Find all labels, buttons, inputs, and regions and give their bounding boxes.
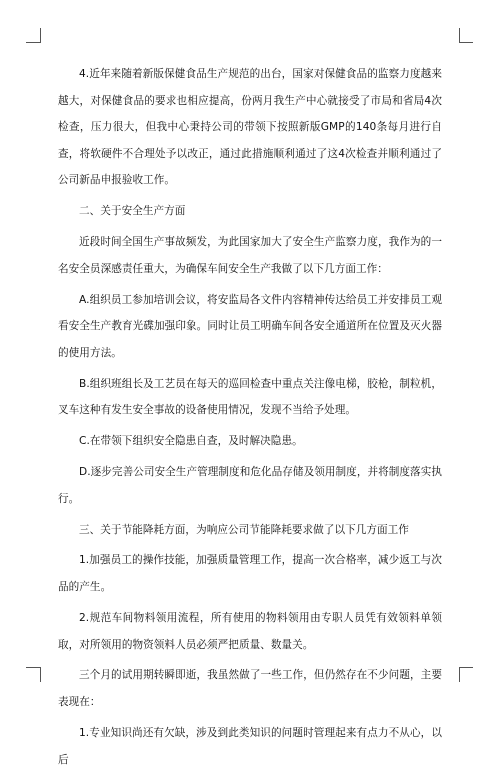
document-body bbox=[58, 61, 442, 777]
crop-mark-top-right bbox=[459, 28, 460, 43]
crop-mark-bottom-left bbox=[40, 667, 41, 682]
paragraph-energy-2: 2.规范车间物料领用流程，所有使用的物料领用由专职人员凭有效领料单领取，对所领用的物资领料人员必须严把质量、数量关。 bbox=[58, 611, 442, 651]
section-heading-safety: 二、关于安全生产方面 bbox=[79, 205, 186, 218]
paragraph-energy-1: 1.加强员工的操作技能，加强质量管理工作，提高一次合格率，减少返工与次品的产生。 bbox=[58, 554, 442, 594]
crop-mark-top-left bbox=[26, 42, 40, 43]
section-heading-energy: 三、关于节能降耗方面，为响应公司节能降耗要求做了以下几方面工作 bbox=[79, 523, 409, 536]
crop-mark-top-right bbox=[459, 42, 473, 43]
paragraph-item-b: B.组织班组长及工艺员在每天的巡回检查中重点关注像电梯，胶枪，制粒机，叉车这种有发生安全事故的设备使用情况，发现不当给予处理。 bbox=[58, 377, 442, 417]
paragraph-safety-intro: 近段时间全国生产事故频发，为此国家加大了安全生产监察力度，我作为的一名安全员深感责任重大，为确保车间安全生产我做了以下几方面工作： bbox=[58, 236, 442, 275]
paragraph-problem-1: 1.专业知识尚还有欠缺，涉及到此类知识的问题时管理起来有点力不从心，以后 bbox=[58, 726, 442, 766]
paragraph-item-d: D.逐步完善公司安全生产管理制度和危化品存储及领用制度，并将制度落实执行。 bbox=[58, 466, 442, 505]
paragraph-probation-summary: 三个月的试用期转瞬即逝，我虽然做了一些工作，但仍然存在不少问题，主要表现在： bbox=[58, 669, 442, 709]
crop-mark-bottom-right bbox=[459, 667, 473, 668]
paragraph-gmp-inspections: 4.近年来随着新版保健食品生产规范的出台，国家对保健食品的监察力度越来越大，对保健食品的要求也相应提高，份两月我生产中心就接受了市局和省局4次检查，压力很大，但我中心秉持公司的带领下按照新版GMP的140条每月进行自查，将软硬件不合理处予以改正，通过此措施顺利通过了这4次检查并顺利通过了公司新品申报验收工作。 bbox=[58, 68, 442, 187]
crop-mark-bottom-right bbox=[459, 667, 460, 682]
paragraph-item-a: A.组织员工参加培训会议，将安监局各文件内容精神传达给员工并安排员工观看安全生产教育光碟加强印象。同时让员工明确车间各安全通道所在位置及灭火器的使用方法。 bbox=[58, 293, 442, 359]
crop-mark-bottom-left bbox=[26, 667, 40, 668]
paragraph-item-c: C.在带领下组织安全隐患自查，及时解决隐患。 bbox=[79, 435, 303, 448]
crop-mark-top-left bbox=[40, 28, 41, 43]
